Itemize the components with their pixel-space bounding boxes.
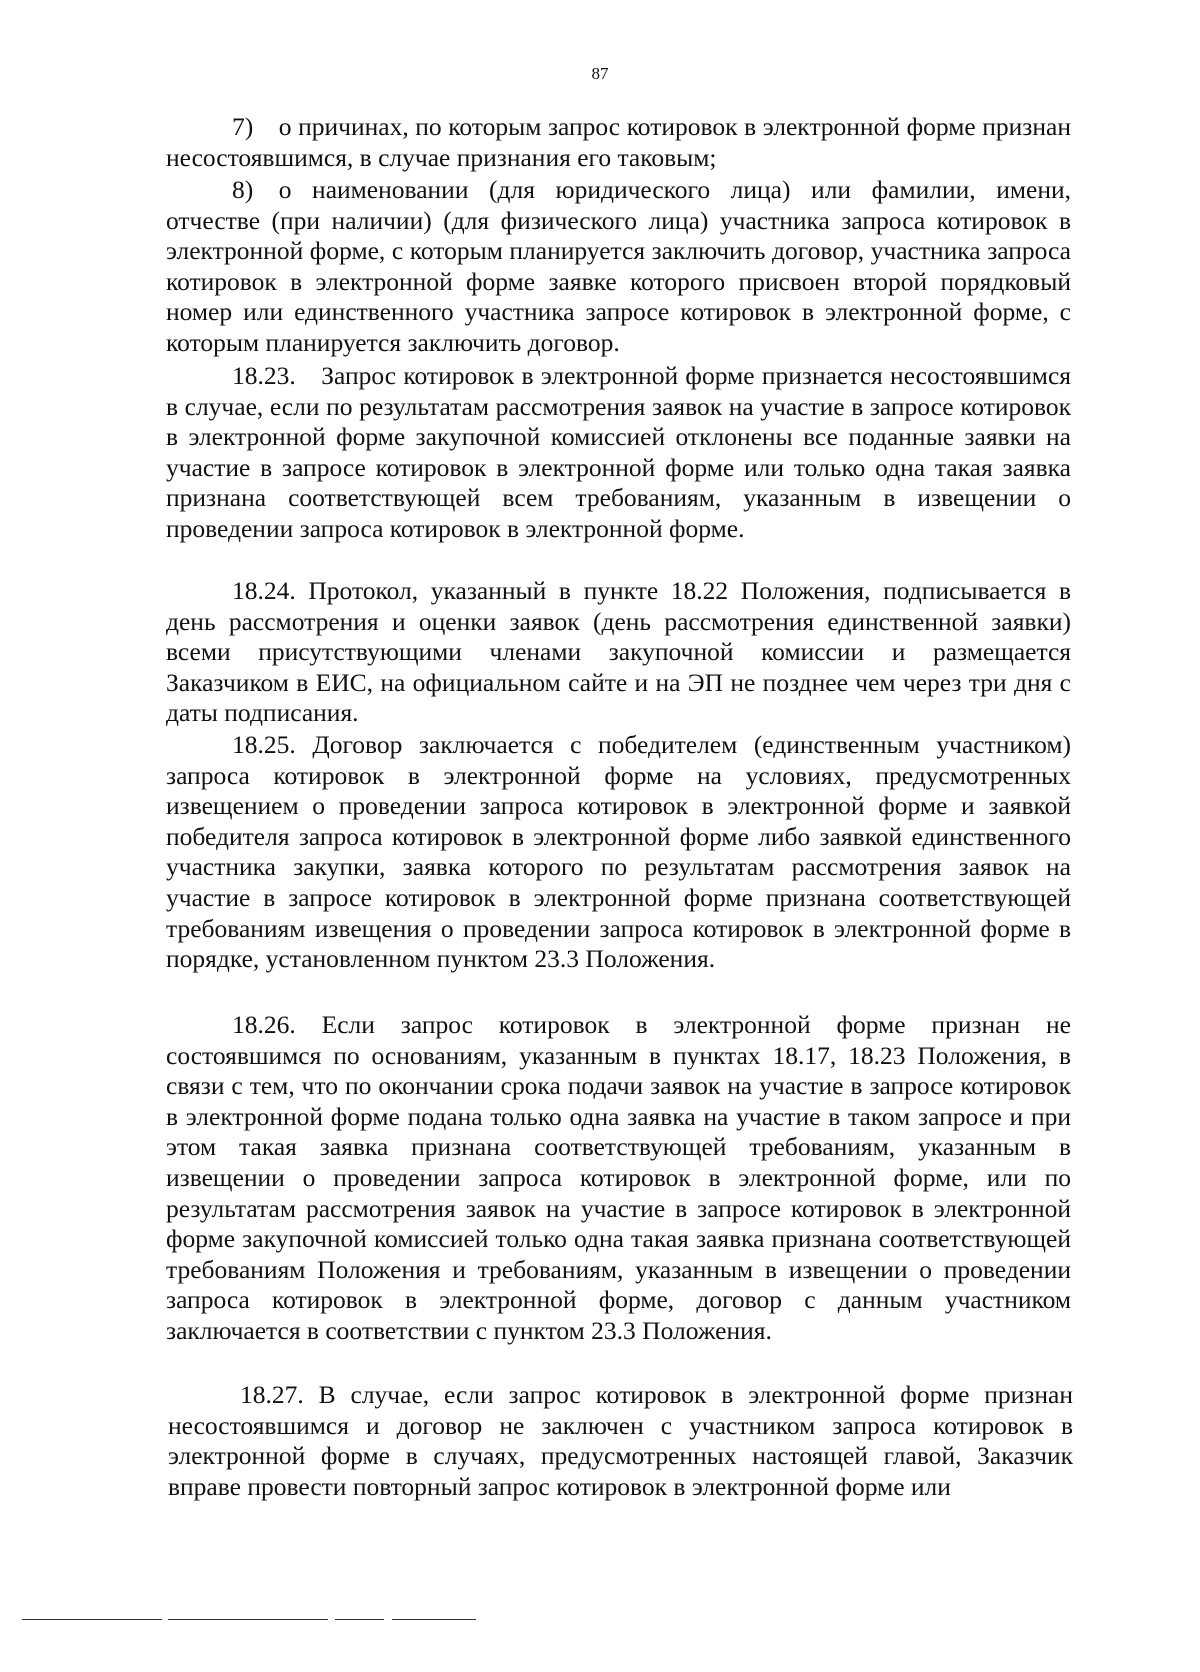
paragraph-18-27: 18.27. В случае, если запрос котировок в электронной форме признан несостоявшимся и договор не заключен с участником запроса котировок в электронной форме в случаях, предусмотренных настоящей главой, Заказчик вправе провести повторный запрос котировок в электронной форме или: [168, 1380, 1073, 1501]
footer-rule-segment: [392, 1619, 476, 1620]
footer-rule-segment: [22, 1619, 162, 1620]
footer-rule-segment: [168, 1619, 328, 1620]
page-number: 87: [591, 64, 609, 83]
paragraph-18-23: 18.23. Запрос котировок в электронной форме признается несостоявшимся в случае, если по результатам рассмотрения заявок на участие в запросе котировок в электронной форме закупочной комиссией отклонены все поданные заявки на участие в запросе котировок в электронной форме или только одна такая заявка признана соответствующей всем требованиям, указанным в извещении о проведении запроса котировок в электронной форме.: [166, 361, 1071, 543]
footer-rule-segment: [335, 1619, 384, 1620]
paragraph-item-8: 8) о наименовании (для юридического лица) или фамилии, имени, отчестве (при наличии) (для физического лица) участника запроса котировок в электронной форме, с которым планируется заключить договор, участника запроса котировок в электронной форме заявке которого присвоен второй порядковый номер или единственного участника запросе котировок в электронной форме, с которым планируется заключить договор.: [166, 175, 1071, 357]
paragraph-18-24: 18.24. Протокол, указанный в пункте 18.22 Положения, подписывается в день рассмотрения и оценки заявок (день рассмотрения единственной заявки) всеми присутствующими членами закупочной комиссии и размещается Заказчиком в ЕИС, на официальном сайте и на ЭП не позднее чем через три дня с даты подписания.: [166, 576, 1071, 728]
paragraph-18-26: 18.26. Если запрос котировок в электронной форме признан не состоявшимся по основаниям, указанным в пунктах 18.17, 18.23 Положения, в связи с тем, что по окончании срока подачи заявок на участие в запросе котировок в электронной форме подана только одна заявка на участие в таком запросе и при этом такая заявка признана соответствующей требованиям, указанным в извещении о проведении запроса котировок в электронной форме, или по результатам рассмотрения заявок на участие в запросе котировок в электронной форме закупочной комиссией только одна такая заявка признана соответствующей требованиям Положения и требованиям, указанным в извещении о проведении запроса котировок в электронной форме, договор с данным участником заключается в соответствии с пунктом 23.3 Положения.: [166, 1010, 1071, 1345]
paragraph-18-25: 18.25. Договор заключается с победителем (единственным участником) запроса котировок в электронной форме на условиях, предусмотренных извещением о проведении запроса котировок в электронной форме и заявкой победителя запроса котировок в электронной форме либо заявкой единственного участника закупки, заявка которого по результатам рассмотрения заявок на участие в запросе котировок в электронной форме признана соответствующей требованиям извещения о проведении запроса котировок в электронной форме в порядке, установленном пунктом 23.3 Положения.: [166, 730, 1071, 974]
paragraph-item-7: 7) о причинах, по которым запрос котировок в электронной форме признан несостоявшимся, в случае признания его таковым;: [166, 112, 1071, 172]
